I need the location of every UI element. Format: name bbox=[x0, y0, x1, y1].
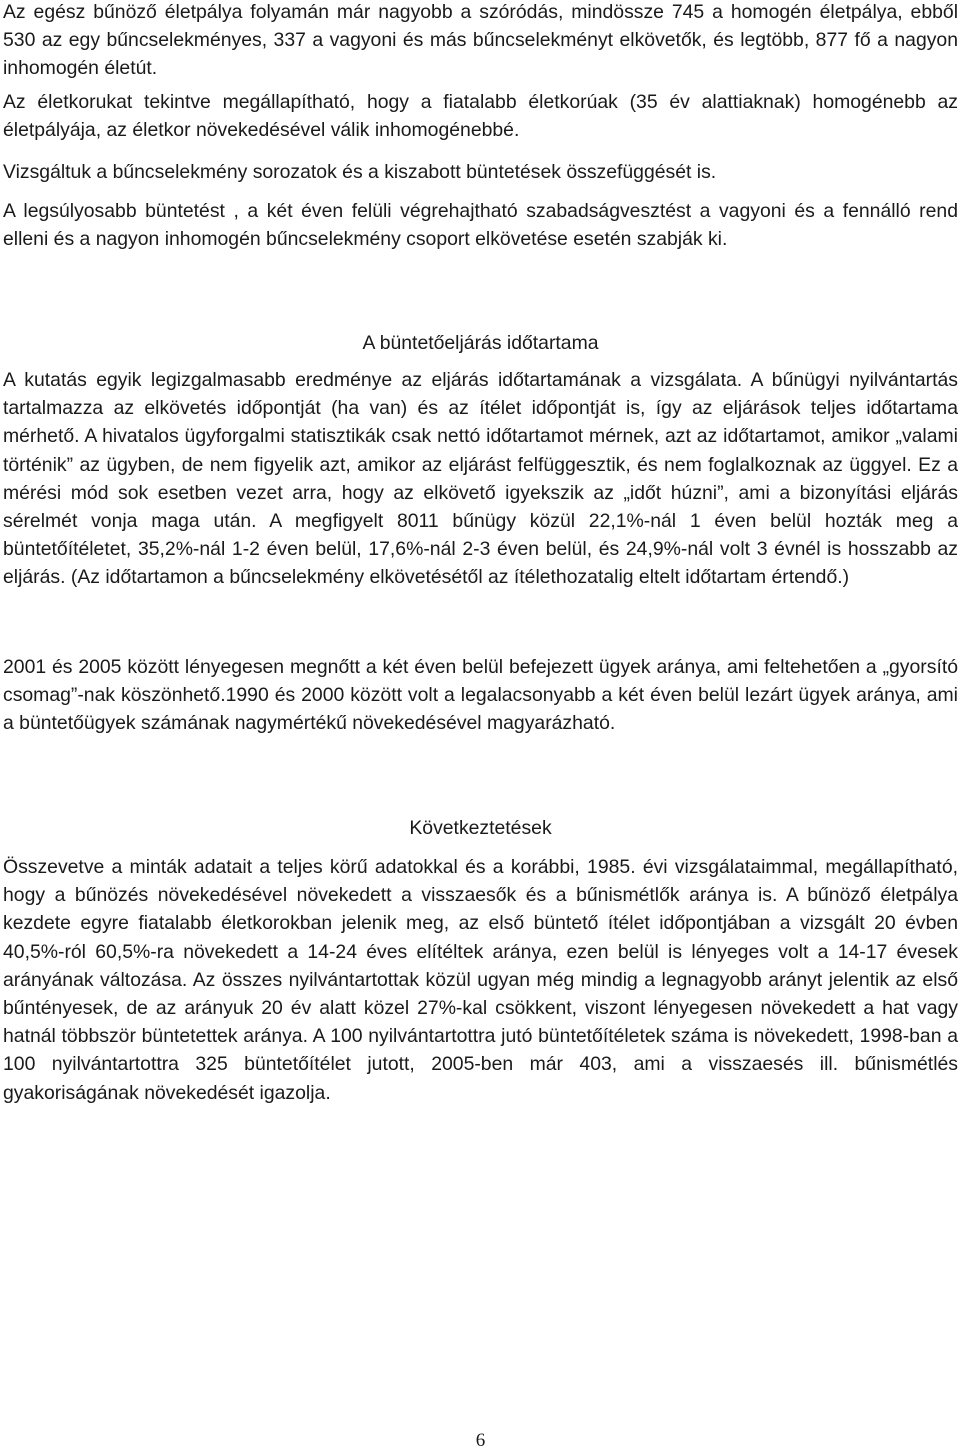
section-heading-conclusions: Következtetések bbox=[409, 817, 552, 839]
paragraph-crime-series: Vizsgáltuk a bűncselekmény sorozatok és a kiszabott büntetések összefüggését is. bbox=[3, 161, 717, 183]
paragraph-age-homogeneity: Az életkorukat tekintve megállapítható, hogy a fiatalabb életkorúak (35 év alattiaknak) homogénebb az életpályája, az életkor növekedésével válik inhomogénebbé. bbox=[3, 91, 958, 142]
paragraph-procedure-duration: A kutatás egyik legizgalmasabb eredménye az eljárás időtartamának a vizsgálata. A bűnügyi nyilvántartás tartalmazza az elkövetés időpontját (ha van) és az ítélet időpontját is, így az eljárások teljes időtartama mérhető. A hivatalos ügyforgalmi statisztikák csak nettó időtartamot mérnek, azt az időtartamot, amikor „valami történik” az ügyben, de nem figyelik azt, amikor az eljárást felfüggesztik, és nem foglalkoznak az üggyel. Ez a mérési mód sok esetben vezet arra, hogy az elkövető igyekszik az „időt húzni”, ami a bizonyítási eljárás sérelmét vonja maga után. A megfigyelt 8011 bűnügy közül 22,1%-nál 1 éven belül hozták meg a büntetőítéletet, 35,2%-nál 1-2 éven belül, 17,6%-nál 2-3 éven belül, és 24,9%-nál volt 3 évnél is hosszabb az eljárás. (Az időtartamon a bűncselekmény elkövetésétől az ítélethozatalig eltelt időtartam értendő.) bbox=[3, 369, 958, 589]
document-page bbox=[3, 0, 958, 1455]
paragraph-conclusions: Összevetve a minták adatait a teljes körű adatokkal és a korábbi, 1985. évi vizsgálataimmal, megállapítható, hogy a bűnözés növekedésével növekedett a visszaesők és a bűnismétlők aránya is. A bűnöző életpálya kezdete egyre fiatalabb életkorokban jelenik meg, az első büntető ítélet időpontjában a vizsgált 20 évben 40,5%-ról 60,5%-ra növekedett a 14-24 éves elítéltek aránya, ezen belül is lényeges volt a 14-17 évesek arányának változása. Az összes nyilvántartottak közül ugyan még mindig a legnagyobb arányt jelentik az első bűntényesek, de az arányuk 20 év alatt közel 27%-kal csökkent, viszont lényegesen növekedett a hat vagy hatnál többször büntetettek aránya. A 100 nyilvántartottra jutó büntetőítéletek száma is növekedett, 1998-ban a 100 nyilvántartottra 325 büntetőítélet jutott, 2005-ben már 403, ami a visszaesés ill. bűnismétlés gyakoriságának növekedését igazolja. bbox=[3, 856, 958, 1104]
paragraph-2001-2005: 2001 és 2005 között lényegesen megnőtt a két éven belül befejezett ügyek aránya, ami feltehetően a „gyorsító csomag”-nak köszönhető.1990 és 2000 között volt a legalacsonyabb a két éven belül lezárt ügyek aránya, ami a büntetőügyek számának nagymértékű növekedésével magyarázható. bbox=[3, 656, 958, 735]
page-number: 6 bbox=[475, 1430, 486, 1451]
paragraph-severest-sentence: A legsúlyosabb büntetést , a két éven felüli végrehajtható szabadságvesztést a vagyoni és a fennálló rend elleni és a nagyon inhomogén bűncselekmény csoport elkövetése esetén szabják ki. bbox=[3, 200, 958, 251]
section-heading-procedure-duration: A büntetőeljárás időtartama bbox=[362, 332, 599, 354]
paragraph-career-spread: Az egész bűnöző életpálya folyamán már nagyobb a szóródás, mindössze 745 a homogén életpálya, ebből 530 az egy bűncselekményes, 337 a vagyoni és más bűncselekményt elkövetők, és legtöbb, 877 fő a nagyon inhomogén életút. bbox=[3, 1, 958, 80]
